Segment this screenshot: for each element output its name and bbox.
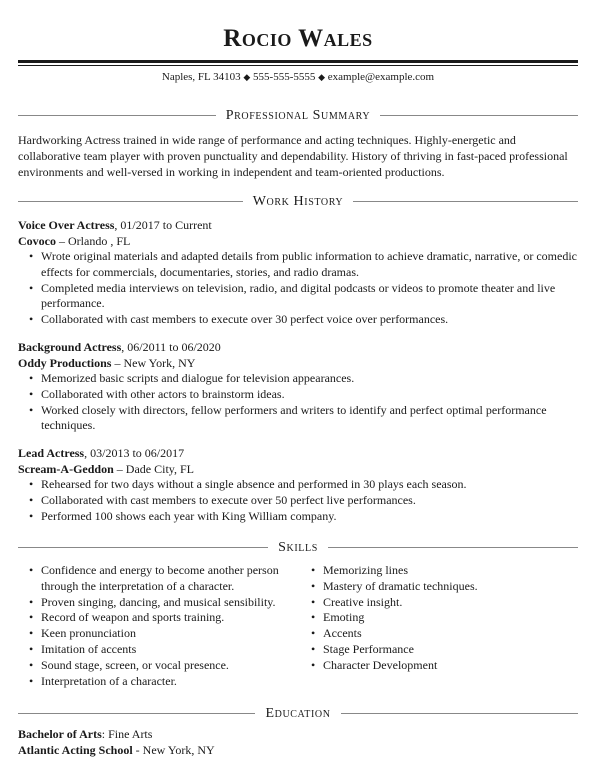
job-dates: , 06/2011 to 06/2020: [121, 340, 221, 354]
list-item: [18, 509, 578, 525]
job-company: Covoco: [18, 234, 56, 248]
job-dates: , 03/2013 to 06/2017: [84, 446, 185, 460]
bullet-text: Completed media interviews on television, radio, and digital podcasts or videos to promote theater and live performance.: [41, 280, 556, 311]
skill-text: Creative insight.: [323, 594, 403, 609]
job-bullets: [18, 477, 578, 524]
list-item: [300, 579, 560, 595]
bullet-text: Collaborated with other actors to brainstorm ideas.: [41, 386, 285, 401]
job-entry: [18, 445, 578, 524]
section-rule: [18, 201, 243, 202]
job-company-line: [18, 461, 578, 477]
bullet-icon: •: [29, 657, 34, 672]
section-rule: [353, 201, 578, 202]
summary-text: Hardworking Actress trained in wide range of performance and acting techniques. Highly-energetic and collaborative team player with proven punctuality and dependability. History of thriving in fast-paced professional environments and well-versed in working in independent and team-oriented productions.: [18, 133, 568, 179]
contact-location: Naples, FL 34103: [161, 71, 241, 83]
skill-text: Proven singing, dancing, and musical sensibility.: [41, 594, 276, 609]
section-rule: [18, 713, 255, 714]
list-item: [18, 674, 300, 690]
section-title: Professional Summary: [225, 108, 371, 123]
job-company: Scream-A-Geddon: [18, 462, 114, 476]
skills-column-right: [300, 563, 560, 689]
job-title-line: [18, 445, 578, 461]
job-entry: [18, 339, 578, 434]
list-item: [18, 249, 578, 281]
bullet-icon: •: [29, 641, 34, 656]
list-item: [300, 595, 560, 611]
skill-text: Mastery of dramatic techniques.: [323, 578, 478, 593]
job-title-line: [18, 217, 578, 233]
skill-text: Imitation of accents: [41, 641, 137, 656]
school-location: - New York, NY: [132, 742, 215, 757]
bullet-icon: •: [29, 402, 34, 417]
list-item: [18, 626, 300, 642]
bullet-icon: •: [29, 610, 34, 625]
bullet-text: Performed 100 shows each year with King William company.: [41, 508, 337, 523]
job-dates: , 01/2017 to Current: [114, 218, 212, 232]
list-item: [18, 281, 578, 313]
bullet-icon: •: [311, 626, 316, 641]
list-item: [18, 312, 578, 328]
bullet-icon: •: [311, 641, 316, 656]
section-title: Work History: [252, 194, 344, 209]
list-item: [18, 477, 578, 493]
skill-text: Interpretation of a character.: [41, 673, 177, 688]
section-title: Education: [265, 706, 331, 721]
section-title: Skills: [278, 540, 318, 555]
list-item: [18, 493, 578, 509]
bullet-icon: •: [311, 610, 316, 625]
skill-text: Keen pronunciation: [41, 626, 136, 641]
list-item: [300, 563, 560, 579]
bullet-icon: •: [29, 594, 34, 609]
job-location: – Dade City, FL: [113, 462, 194, 476]
skill-text: Accents: [323, 626, 362, 641]
bullet-icon: •: [29, 371, 34, 385]
list-item: [18, 387, 578, 403]
job-title: Background Actress: [18, 340, 122, 354]
section-rule: [380, 115, 578, 116]
skill-text: Character Development: [323, 657, 438, 672]
summary-section-header: [18, 108, 578, 124]
bullet-icon: •: [29, 563, 34, 577]
job-company: Oddy Productions: [18, 356, 112, 370]
header-rule-thick: [18, 60, 578, 63]
skill-text: Record of weapon and sports training.: [41, 610, 225, 625]
degree-line: [18, 727, 578, 743]
bullet-text: Worked closely with directors, fellow performers and writers to identify and perfect optimal performance techniques.: [41, 402, 547, 433]
bullet-icon: •: [29, 249, 34, 263]
job-company-line: [18, 355, 578, 371]
degree-field: : Fine Arts: [101, 727, 153, 741]
bullet-text: Rehearsed for two days without a single absence and performed in 30 plays each season.: [41, 477, 467, 491]
bullet-icon: •: [311, 578, 316, 593]
skills-column-left: [18, 563, 300, 689]
candidate-name: Rocio Wales: [223, 25, 373, 52]
list-item: [300, 610, 560, 626]
bullet-icon: •: [311, 657, 316, 672]
education-entry: [18, 727, 578, 759]
bullet-icon: •: [29, 477, 34, 491]
header-rule-thin: [18, 65, 578, 66]
bullet-icon: •: [29, 280, 34, 295]
bullet-icon: •: [29, 508, 34, 523]
job-location: – New York, NY: [111, 356, 196, 370]
bullet-text: Collaborated with cast members to execute over 50 perfect live performances.: [41, 492, 416, 507]
degree: Bachelor of Arts: [18, 727, 102, 741]
skill-text: Stage Performance: [323, 641, 414, 656]
job-bullets: [18, 371, 578, 434]
section-rule: [18, 115, 216, 116]
bullet-icon: •: [29, 386, 34, 401]
job-entry: [18, 217, 578, 328]
list-item: [18, 642, 300, 658]
diamond-separator-icon: ◆: [243, 72, 251, 82]
list-item: [18, 658, 300, 674]
job-location: – Orlando , FL: [56, 234, 131, 248]
education-section-header: [18, 706, 578, 722]
bullet-icon: •: [311, 594, 316, 609]
skill-text: Emoting: [323, 610, 365, 625]
list-item: [300, 642, 560, 658]
job-title: Voice Over Actress: [18, 218, 115, 232]
job-bullets: [18, 249, 578, 328]
list-item: [18, 403, 578, 435]
list-item: [18, 610, 300, 626]
section-rule: [328, 547, 578, 548]
list-item: [300, 658, 560, 674]
bullet-text: Memorized basic scripts and dialogue for television appearances.: [41, 371, 355, 385]
skills-section-header: [18, 540, 578, 556]
bullet-icon: •: [29, 673, 34, 688]
diamond-separator-icon: ◆: [318, 72, 326, 82]
contact-email: example@example.com: [327, 71, 435, 83]
work-history-section-header: [18, 194, 578, 210]
bullet-text: Collaborated with cast members to execute over 30 perfect voice over performances.: [41, 312, 449, 327]
skill-text: Confidence and energy to become another person through the interpretation of a character.: [41, 563, 279, 593]
list-item: [300, 626, 560, 642]
skills-list: [18, 563, 578, 689]
school-name: Atlantic Acting School: [18, 742, 133, 757]
job-title: Lead Actress: [18, 446, 85, 460]
job-company-line: [18, 233, 578, 249]
contact-line: [0, 70, 596, 86]
bullet-icon: •: [29, 492, 34, 507]
list-item: [18, 595, 300, 611]
contact-phone: 555-555-5555: [253, 71, 316, 83]
bullet-icon: •: [311, 563, 316, 577]
section-rule: [18, 547, 268, 548]
skill-text: Memorizing lines: [323, 563, 408, 577]
skill-text: Sound stage, screen, or vocal presence.: [41, 657, 229, 672]
list-item: [18, 563, 300, 595]
bullet-text: Wrote original materials and adapted details from public information to achieve dramatic, narrative, or comedic effects for commercials, documentaries, stories, and radio dramas.: [41, 249, 577, 279]
section-rule: [341, 713, 578, 714]
bullet-icon: •: [29, 312, 34, 327]
school-line: [18, 743, 578, 759]
job-title-line: [18, 339, 578, 355]
list-item: [18, 371, 578, 387]
bullet-icon: •: [29, 626, 34, 641]
